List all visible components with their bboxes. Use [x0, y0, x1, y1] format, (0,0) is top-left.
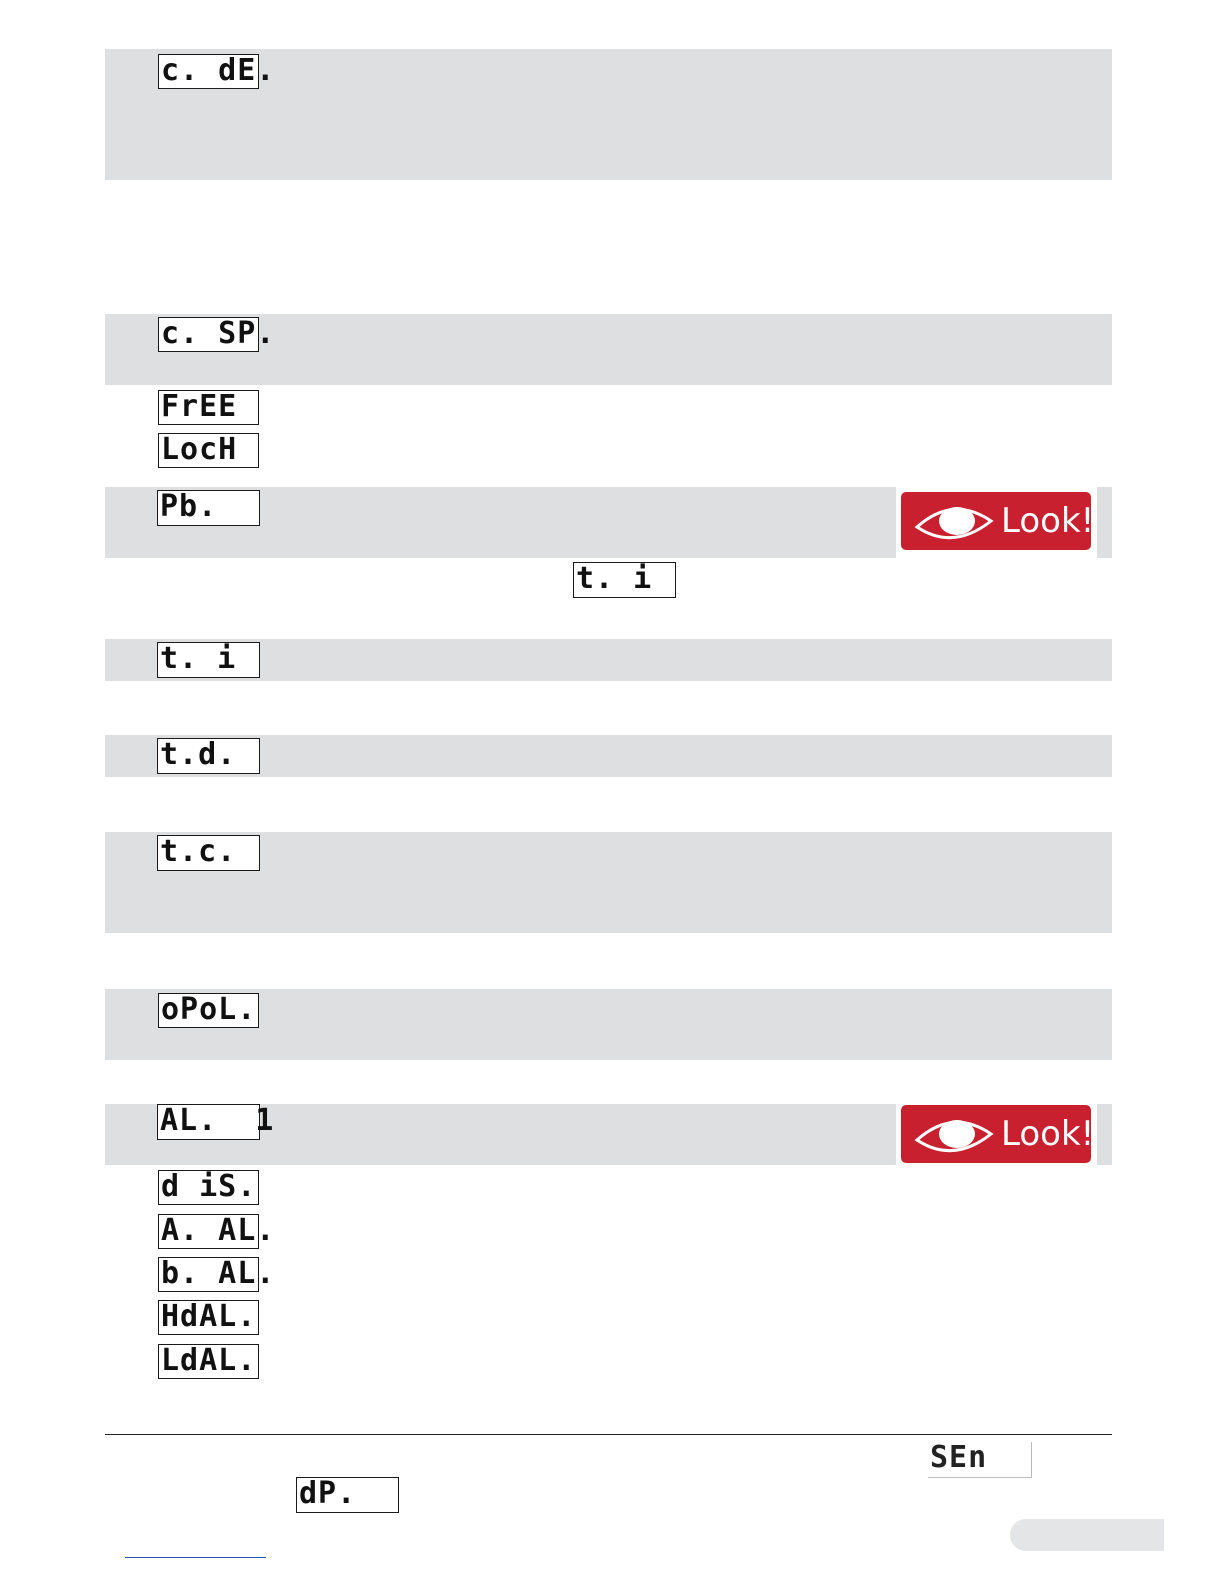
lcd-display-cde: c. dE. [158, 54, 259, 89]
look-label: Look! [1001, 1114, 1095, 1154]
eye-icon [913, 499, 993, 543]
lcd-display-bal: b. AL. [158, 1257, 259, 1292]
lcd-display-free: FrEE [158, 390, 259, 425]
lcd-display-tc: t.c. [157, 835, 260, 871]
lcd-display-hdal: HdAL. [158, 1300, 259, 1335]
lcd-display-dis: d iS. [158, 1170, 259, 1205]
page-number-pill [1010, 1519, 1164, 1551]
lcd-display-ldal: LdAL. [158, 1344, 259, 1379]
lcd-display-dp: dP. [296, 1477, 399, 1513]
footer-link-underline[interactable] [125, 1557, 266, 1558]
footnote-divider [105, 1434, 1112, 1435]
lcd-display-lock: LocH [158, 433, 259, 468]
lcd-display-aal: A. AL. [158, 1214, 259, 1249]
eye-icon [913, 1112, 993, 1156]
lcd-display-pb: Pb. [157, 490, 260, 526]
lcd-display-opol: oPoL. [158, 993, 259, 1028]
look-label: Look! [1001, 501, 1095, 541]
lcd-display-al1: AL. 1 [157, 1104, 260, 1140]
look-badge [901, 492, 1095, 550]
lcd-display-td: t.d. [157, 738, 260, 774]
lcd-display-ti-inline: t. i [573, 562, 676, 598]
lcd-display-sen: SEn [928, 1442, 1032, 1478]
lcd-display-csp: c. SP. [158, 317, 259, 352]
lcd-display-ti: t. i [157, 642, 260, 678]
look-badge [901, 1105, 1095, 1163]
